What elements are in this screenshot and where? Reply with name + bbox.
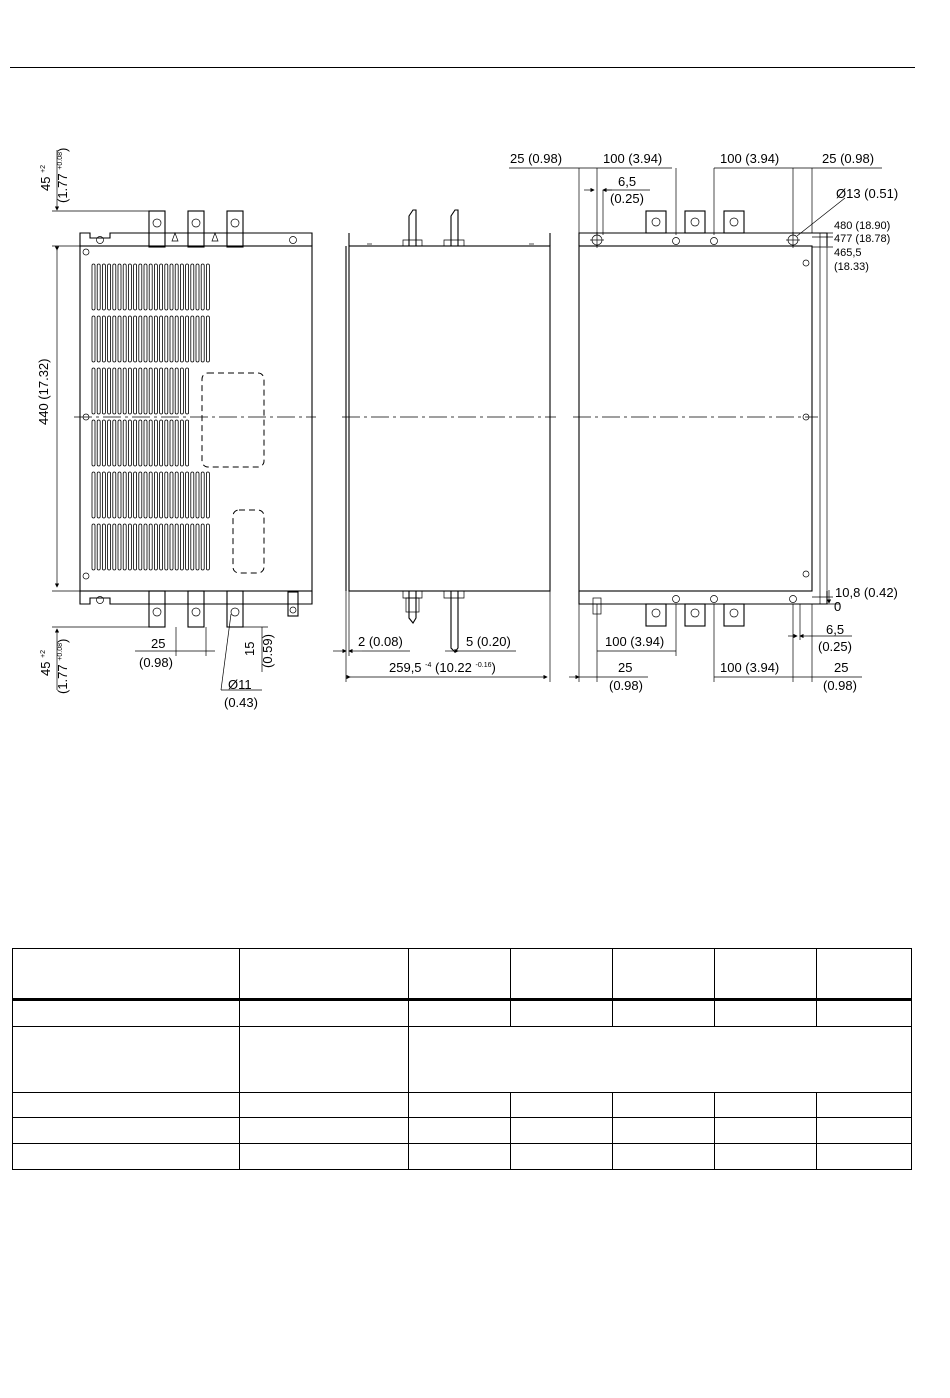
table-row <box>13 1144 912 1170</box>
table-cell <box>817 1144 912 1170</box>
height-label: 440 (17.32) <box>36 358 51 425</box>
vent-slot <box>165 524 168 570</box>
vent-slot <box>92 368 95 414</box>
vent-slot <box>113 472 116 518</box>
vent-slot <box>154 472 157 518</box>
vent-slot <box>139 368 142 414</box>
rear-bot-right-in-label: (0.98) <box>823 678 857 693</box>
vent-slot <box>113 316 116 362</box>
vent-slot <box>118 420 121 466</box>
table-cell <box>13 1027 240 1093</box>
vent-slot <box>149 316 152 362</box>
vent-slot <box>175 368 178 414</box>
vent-slot <box>180 524 183 570</box>
vent-slot <box>144 420 147 466</box>
vent-slot <box>113 368 116 414</box>
table-cell <box>240 1027 409 1093</box>
vent-slot <box>92 316 95 362</box>
vent-slot <box>108 472 111 518</box>
vent-slot <box>175 524 178 570</box>
table-cell <box>817 1000 912 1027</box>
vent-slot <box>170 524 173 570</box>
vent-slot <box>180 316 183 362</box>
vent-slot <box>123 316 126 362</box>
table-row <box>13 1118 912 1144</box>
front-view <box>52 147 316 690</box>
vent-slot <box>128 420 131 466</box>
vent-slot <box>97 472 100 518</box>
vent-slot <box>165 264 168 310</box>
vent-slot <box>139 316 142 362</box>
vent-slot <box>160 524 163 570</box>
vent-slot <box>154 368 157 414</box>
front-bottom-flange <box>80 591 312 604</box>
rear-top-left-label: 25 (0.98) <box>510 151 563 166</box>
vent-slot <box>144 264 147 310</box>
table-header-row <box>13 949 912 1000</box>
vent-slot <box>165 368 168 414</box>
bottom-clearance-label: 45 $^{+2}$ <box>38 649 53 676</box>
vent-slot <box>191 264 194 310</box>
vent-slot <box>170 316 173 362</box>
table-row <box>13 1000 912 1027</box>
vent-slot <box>97 368 100 414</box>
vent-slot <box>191 472 194 518</box>
top-clearance-label: 45 $^{+2}$ <box>38 164 53 191</box>
front-bottom-terminals <box>97 591 299 627</box>
vent-slot <box>180 472 183 518</box>
front-cutout-upper <box>202 373 264 467</box>
vent-slot <box>134 472 137 518</box>
vent-slot <box>201 524 204 570</box>
vent-slot <box>113 524 116 570</box>
table-cell <box>511 1144 613 1170</box>
table-cell <box>817 1118 912 1144</box>
vent-slot <box>144 316 147 362</box>
vent-slot <box>108 420 111 466</box>
vent-slot <box>149 524 152 570</box>
vent-slot <box>128 524 131 570</box>
rear-bot-left-label: 25 <box>618 660 633 675</box>
table-cell <box>13 1144 240 1170</box>
front-top-flange <box>80 233 312 246</box>
table-cell <box>715 1000 817 1027</box>
table-cell <box>511 949 613 1000</box>
vent-slot <box>191 316 194 362</box>
table-cell <box>715 949 817 1000</box>
vent-slot <box>186 316 189 362</box>
vent-slot <box>97 420 100 466</box>
front-cutout-lower <box>233 510 264 573</box>
rear-h2-label: 477 (18.78) <box>834 233 891 245</box>
table-cell <box>409 1093 511 1118</box>
table-cell <box>715 1118 817 1144</box>
vent-slot <box>118 316 121 362</box>
vent-slot <box>149 472 152 518</box>
vent-slot <box>113 420 116 466</box>
vent-slot <box>123 472 126 518</box>
table-cell <box>511 1118 613 1144</box>
vent-slot <box>102 524 105 570</box>
rear-top-pitch2-label: 100 (3.94) <box>720 151 780 166</box>
vent-slot <box>97 524 100 570</box>
vent-slot <box>113 264 116 310</box>
vent-slot <box>149 368 152 414</box>
table-row <box>13 1027 912 1093</box>
vent-slot <box>170 264 173 310</box>
vent-slot <box>154 524 157 570</box>
vent-slot <box>128 264 131 310</box>
vent-slot <box>160 472 163 518</box>
rear-h1-label: 480 (18.90) <box>834 220 891 232</box>
vent-slot <box>144 472 147 518</box>
vent-slot <box>108 524 111 570</box>
vent-slot <box>108 368 111 414</box>
table-cell <box>613 1144 715 1170</box>
front-hole-in-label: (0.43) <box>224 695 258 710</box>
rear-bot-pitch2-label: 100 (3.94) <box>720 660 780 675</box>
side-offset-left-label: 2 (0.08) <box>358 634 403 649</box>
table-cell <box>409 1144 511 1170</box>
rear-bot-small-in-label: (0.25) <box>818 639 852 654</box>
rear-top-pitch1-label: 100 (3.94) <box>603 151 663 166</box>
vent-slot <box>92 472 95 518</box>
front-terminal-h-label: 15 <box>242 641 257 656</box>
vent-slot <box>123 420 126 466</box>
vent-slot <box>128 472 131 518</box>
table-cell <box>13 1000 240 1027</box>
vent-slot <box>186 472 189 518</box>
vent-slot <box>128 368 131 414</box>
rear-bot-small-label: 6,5 <box>826 622 845 637</box>
front-pitch-label: 25 <box>151 636 166 651</box>
vent-slot <box>92 264 95 310</box>
vent-slot <box>160 316 163 362</box>
side-top-terminals <box>403 210 464 246</box>
vent-slot <box>165 472 168 518</box>
vent-slot <box>92 524 95 570</box>
vent-slot <box>128 316 131 362</box>
vent-slot <box>186 524 189 570</box>
vent-slot <box>175 472 178 518</box>
vent-slot <box>118 368 121 414</box>
rear-bottom-mounts <box>593 596 797 627</box>
table-cell <box>13 1118 240 1144</box>
vent-slot <box>186 368 189 414</box>
vent-slot <box>102 264 105 310</box>
side-offset-right-label: 5 (0.20) <box>466 634 511 649</box>
vent-slot <box>160 368 163 414</box>
vent-slot <box>134 316 137 362</box>
vent-slot <box>175 264 178 310</box>
vent-slot <box>196 316 199 362</box>
side-depth-label: 259,5 $^{-4}$ (10.22 $^{-0.16}$) <box>389 660 496 675</box>
table-cell-merged <box>409 1027 912 1093</box>
vent-slot <box>196 264 199 310</box>
table-cell <box>613 1118 715 1144</box>
vent-slot <box>134 368 137 414</box>
vent-slot <box>102 420 105 466</box>
vent-slot <box>186 420 189 466</box>
front-hole-label: Ø11 <box>228 677 252 692</box>
table-cell <box>715 1093 817 1118</box>
vent-slot <box>206 316 209 362</box>
vent-slot <box>170 368 173 414</box>
table-cell <box>613 949 715 1000</box>
side-view <box>333 210 556 682</box>
rear-view <box>509 168 882 682</box>
table-cell <box>613 1000 715 1027</box>
vent-slot <box>191 524 194 570</box>
vent-slot <box>108 264 111 310</box>
table-cell <box>240 949 409 1000</box>
rear-bot-pitch-label: 100 (3.94) <box>605 634 665 649</box>
top-clearance-in-label: (1.77 $^{+0.08}$) <box>55 147 70 203</box>
rear-small-label: 6,5 <box>618 174 637 189</box>
vent-slot <box>139 524 142 570</box>
front-terminal-h-in-label: (0.59) <box>260 634 275 668</box>
vent-slot <box>206 264 209 310</box>
vent-slot <box>123 368 126 414</box>
vent-slot <box>139 472 142 518</box>
table-cell <box>409 1000 511 1027</box>
rear-zero-label: 0 <box>834 599 842 614</box>
table-cell <box>817 1093 912 1118</box>
rear-h3-in-label: (18.33) <box>834 261 869 273</box>
vent-slot <box>170 472 173 518</box>
rear-small-in-label: (0.25) <box>610 191 644 206</box>
vent-slot <box>201 472 204 518</box>
table-cell <box>409 949 511 1000</box>
table-cell <box>817 949 912 1000</box>
side-body <box>349 246 550 591</box>
table-cell <box>240 1118 409 1144</box>
vent-slot <box>180 264 183 310</box>
vent-slot <box>97 264 100 310</box>
vent-slot <box>97 316 100 362</box>
rear-bot-left-in-label: (0.98) <box>609 678 643 693</box>
vent-slot <box>160 420 163 466</box>
vent-slot <box>180 420 183 466</box>
table-cell <box>240 1144 409 1170</box>
vent-slot <box>149 264 152 310</box>
table-row <box>13 1093 912 1118</box>
table-cell <box>511 1093 613 1118</box>
vent-slot <box>154 316 157 362</box>
vent-slot <box>154 420 157 466</box>
table-cell <box>409 1118 511 1144</box>
table-cell <box>613 1093 715 1118</box>
vent-slot <box>123 264 126 310</box>
rear-body <box>579 246 812 591</box>
vent-slot <box>175 316 178 362</box>
rear-bot-right-label: 25 <box>834 660 849 675</box>
table-cell <box>511 1000 613 1027</box>
table-cell <box>715 1144 817 1170</box>
rear-top-right-label: 25 (0.98) <box>822 151 875 166</box>
spec-table <box>12 948 912 1170</box>
table-cell <box>13 949 240 1000</box>
vent-slot <box>108 316 111 362</box>
vent-slot <box>139 420 142 466</box>
vent-slot <box>165 420 168 466</box>
side-bottom-terminals <box>403 591 464 652</box>
vent-slot <box>165 316 168 362</box>
table-cell <box>240 1000 409 1027</box>
vent-slot <box>149 420 152 466</box>
vent-slot <box>160 264 163 310</box>
vent-slot <box>118 472 121 518</box>
vent-slot <box>206 524 209 570</box>
vent-slot <box>180 368 183 414</box>
vent-slot <box>134 264 137 310</box>
vent-slot <box>102 316 105 362</box>
vent-slot <box>196 524 199 570</box>
vent-slot <box>201 316 204 362</box>
vent-slot <box>206 472 209 518</box>
front-pitch-in-label: (0.98) <box>139 655 173 670</box>
vent-slot <box>102 368 105 414</box>
vent-slot <box>92 420 95 466</box>
vent-slot <box>175 420 178 466</box>
vent-slot <box>186 264 189 310</box>
rear-bottom-dim-label: 10,8 (0.42) <box>835 585 898 600</box>
vent-slot <box>196 472 199 518</box>
vent-slot <box>170 420 173 466</box>
vent-slot <box>154 264 157 310</box>
vent-slot <box>201 264 204 310</box>
rear-top-mounts <box>590 211 800 248</box>
vent-slot <box>102 472 105 518</box>
vent-slot <box>118 524 121 570</box>
table-cell <box>240 1093 409 1118</box>
rear-hole-label: Ø13 (0.51) <box>836 186 899 201</box>
bottom-clearance-in-label: (1.77 $^{+0.08}$) <box>55 638 70 694</box>
vent-slot <box>134 420 137 466</box>
table-cell <box>13 1093 240 1118</box>
front-top-terminals <box>97 211 297 247</box>
rear-h3-label: 465,5 <box>834 247 862 259</box>
vent-slot <box>144 524 147 570</box>
vent-slot <box>144 368 147 414</box>
vent-slot <box>139 264 142 310</box>
vent-slot <box>123 524 126 570</box>
vent-slot <box>118 264 121 310</box>
vent-slot <box>134 524 137 570</box>
